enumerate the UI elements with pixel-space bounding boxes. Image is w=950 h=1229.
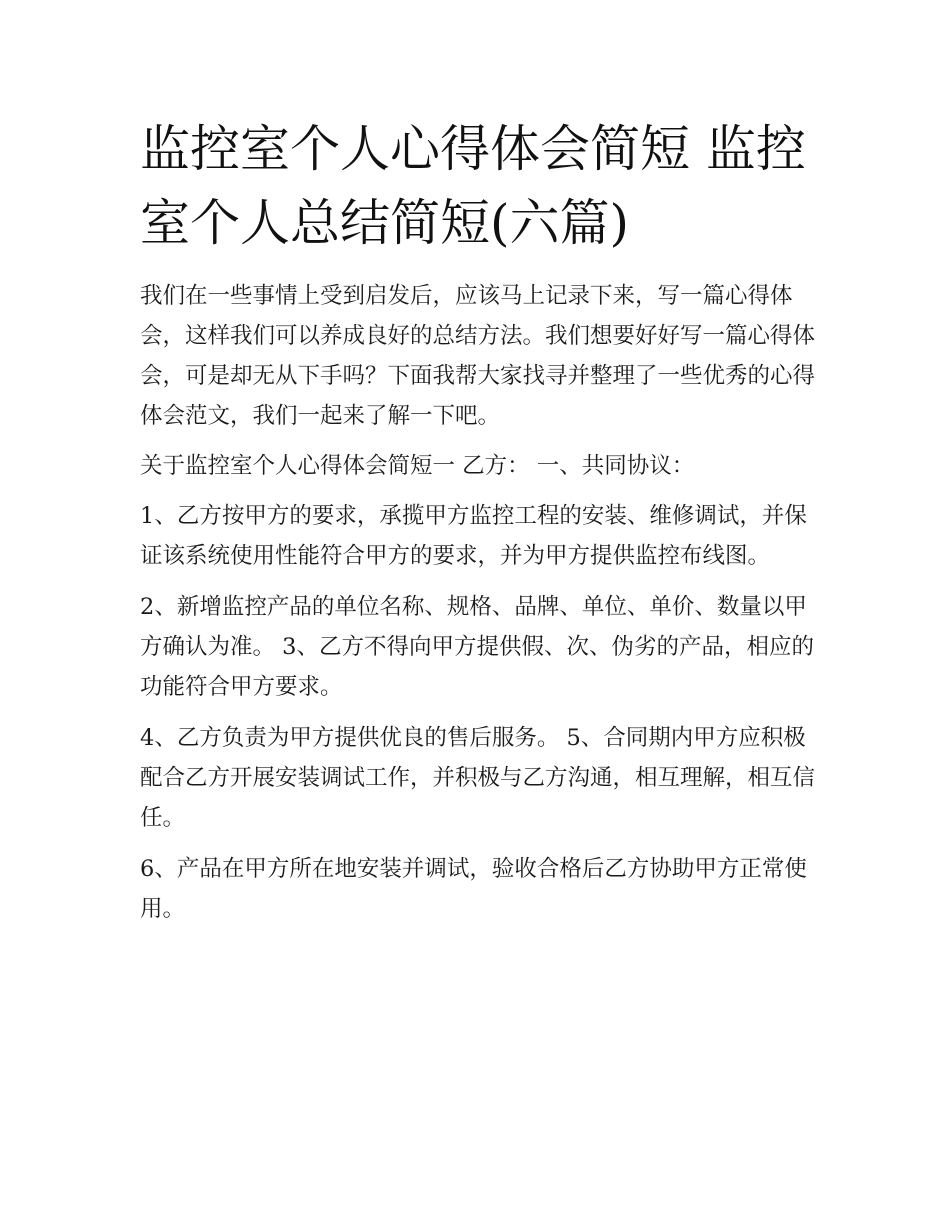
clause-paragraph-2-3: 2、新增监控产品的单位名称、规格、品牌、单位、单价、数量以甲方确认为准。 3、乙方不得向甲方提供假、次、伪劣的产品，相应的功能符合甲方要求。 bbox=[140, 594, 814, 700]
section-heading-paragraph: 关于监控室个人心得体会简短一 乙方： 一、共同协议： bbox=[140, 453, 695, 479]
clause-paragraph-6: 6、产品在甲方所在地安装并调试，验收合格后乙方协助甲方正常使用。 bbox=[140, 856, 807, 922]
document-body bbox=[140, 112, 815, 940]
page-title: 监控室个人心得体会简短 监控室个人总结简短(六篇) bbox=[140, 120, 806, 252]
intro-paragraph: 我们在一些事情上受到启发后，应该马上记录下来，写一篇心得体会，这样我们可以养成良好的总结方法。我们想要好好写一篇心得体会，可是却无从下手吗？下面我帮大家找寻并整理了一些优秀的心得体会范文，我们一起来了解一下吧。 bbox=[140, 283, 816, 429]
clause-paragraph-4-5: 4、乙方负责为甲方提供优良的售后服务。 5、合同期内甲方应积极配合乙方开展安装调试工作，并积极与乙方沟通，相互理解，相互信任。 bbox=[140, 725, 816, 831]
clause-paragraph-1: 1、乙方按甲方的要求，承揽甲方监控工程的安装、维修调试，并保证该系统使用性能符合甲方的要求，并为甲方提供监控布线图。 bbox=[140, 503, 807, 569]
